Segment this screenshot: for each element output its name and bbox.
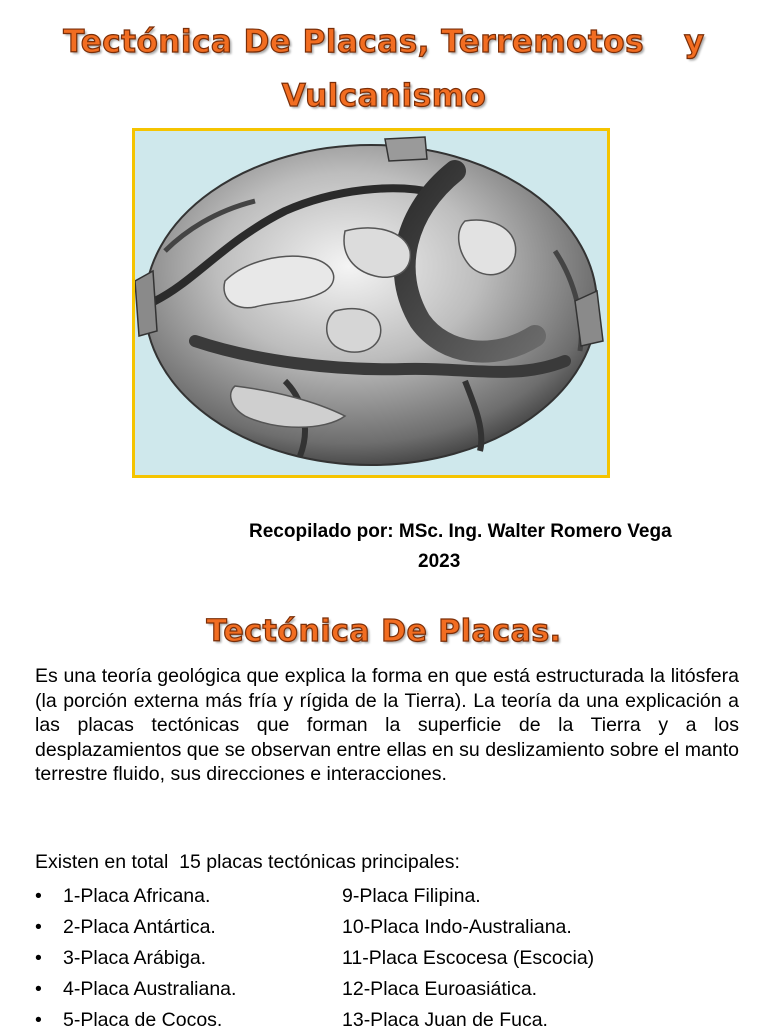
plate-name: 9-Placa Filipina.: [342, 885, 481, 907]
definition-paragraph: Es una teoría geológica que explica la forma en que está estructurada la litósfera (la porción externa más fría y rígida de la Tierra). La teoría da una explicación a las placas tectónicas que forman la superficie de la Tierra y a los desplazamientos que se observan entre ellas en su deslizamiento sobre el manto terrestre fluido, sus direcciones e interacciones.: [35, 665, 739, 785]
plate-name: 5-Placa de Cocos.: [63, 1009, 223, 1031]
plate-name: 4-Placa Australiana.: [63, 978, 237, 1000]
document-title-line-2: Vulcanismo: [281, 78, 487, 114]
bullet: •: [35, 1009, 42, 1031]
list-item: [35, 1005, 755, 1036]
list-item: [35, 881, 755, 912]
plate-name: 3-Placa Arábiga.: [63, 947, 207, 969]
author-credit: Recopilado por: MSc. Ing. Walter Romero Vega: [249, 521, 672, 542]
list-item: [35, 943, 755, 974]
title-conjunction: y: [684, 24, 705, 60]
plates-list: [35, 881, 755, 1036]
title-text: Tectónica De Placas, Terremotos: [63, 24, 645, 60]
bullet: •: [35, 885, 42, 907]
document-title-line-1: [0, 22, 768, 62]
plate-name: 13-Placa Juan de Fuca.: [342, 1009, 548, 1031]
bullet: •: [35, 978, 42, 1000]
globe-icon: [135, 131, 607, 475]
section-heading: Tectónica De Placas.: [206, 614, 562, 649]
plate-name: 1-Placa Africana.: [63, 885, 211, 907]
tectonic-globe-image: [132, 128, 610, 478]
author-year: 2023: [418, 551, 461, 572]
plate-name: 12-Placa Euroasiática.: [342, 978, 538, 1000]
plate-name: 11-Placa Escocesa (Escocia): [342, 947, 595, 969]
plate-name: 10-Placa Indo-Australiana.: [342, 916, 572, 938]
bullet: •: [35, 947, 42, 969]
list-item: [35, 974, 755, 1005]
plates-list-intro: Existen en total 15 placas tectónicas principales:: [35, 851, 460, 873]
bullet: •: [35, 916, 42, 938]
plate-name: 2-Placa Antártica.: [63, 916, 216, 938]
list-item: [35, 912, 755, 943]
